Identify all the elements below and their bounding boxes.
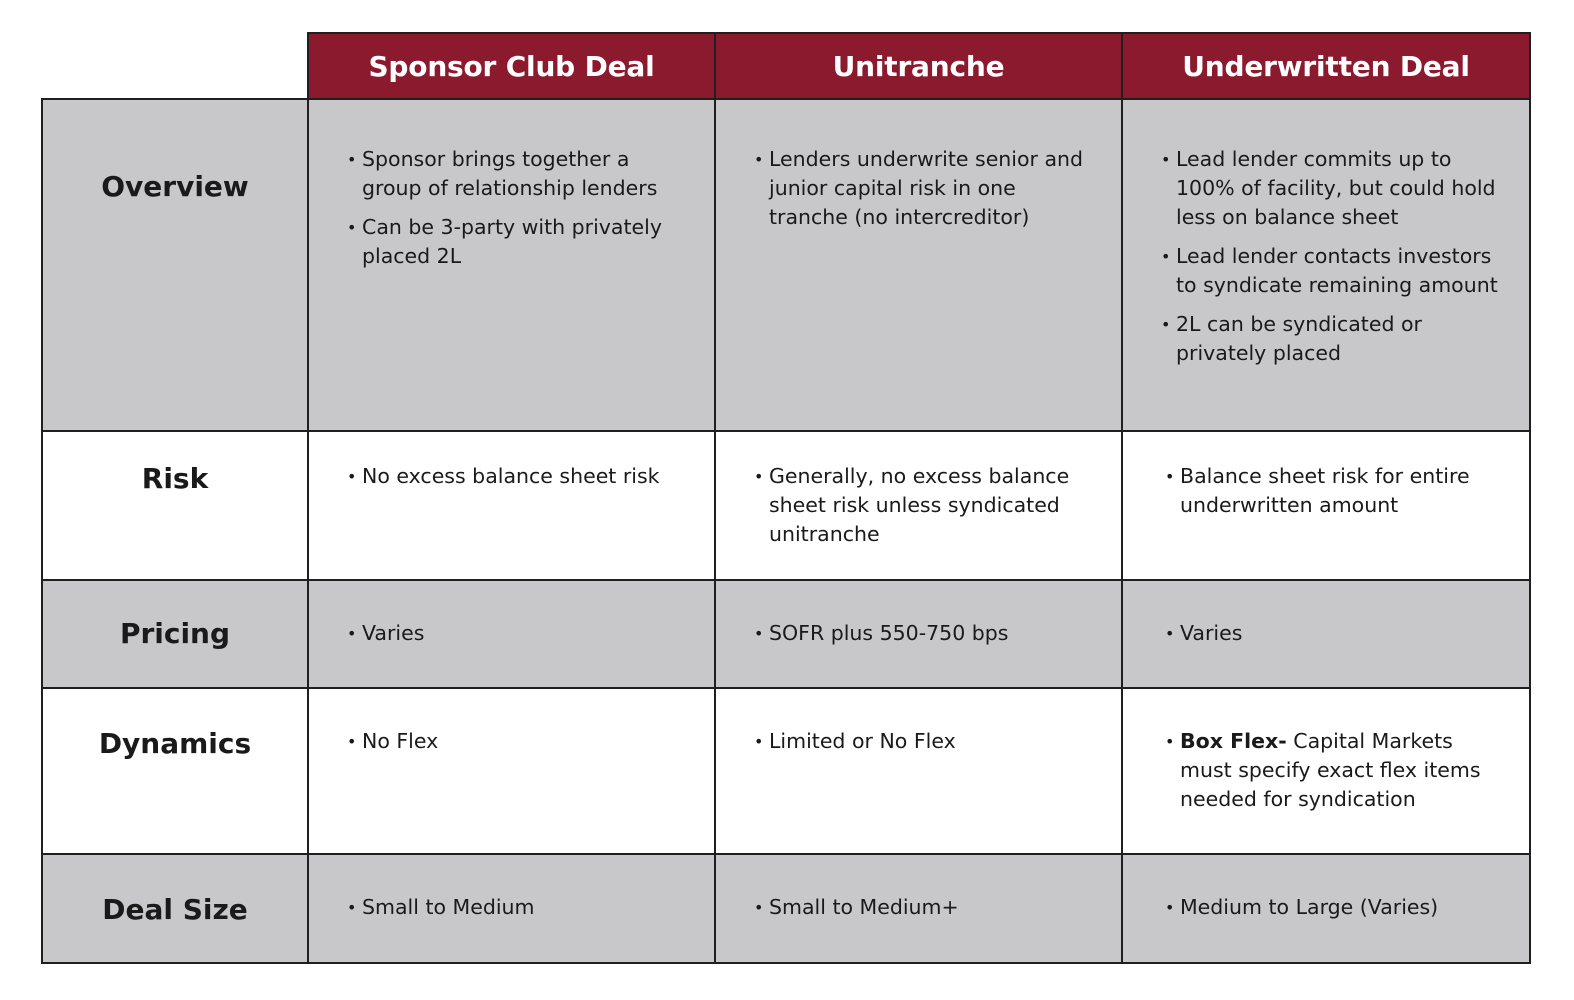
cell-overview-sponsor-club	[308, 99, 715, 431]
list-item: • No excess balance sheet risk	[347, 462, 684, 491]
corner-cell	[42, 33, 308, 99]
cell-deal-size-underwritten	[1122, 854, 1530, 963]
list-item: • Lead lender commits up to 100% of facility, but could hold less on balance sheet	[1161, 145, 1499, 232]
row-header-deal-size: Deal Size	[42, 854, 308, 963]
cell-dynamics-unitranche	[715, 688, 1122, 854]
list-item: • Can be 3-party with privately placed 2L	[347, 213, 684, 271]
list-item: • SOFR plus 550-750 bps	[754, 619, 1091, 648]
row-header-overview: Overview	[42, 99, 308, 431]
column-header-unitranche: Unitranche	[715, 33, 1122, 99]
list-item: • Varies	[347, 619, 684, 648]
cell-dynamics-sponsor-club	[308, 688, 715, 854]
list-item: • Lead lender contacts investors to syndicate remaining amount	[1161, 242, 1499, 300]
list-item: • No Flex	[347, 727, 684, 756]
table-row-deal-size	[42, 854, 1530, 963]
column-header-underwritten-deal: Underwritten Deal	[1122, 33, 1530, 99]
deal-comparison-table-wrapper	[41, 32, 1529, 964]
table-row-dynamics	[42, 688, 1530, 854]
deal-comparison-table	[41, 32, 1531, 964]
list-item: • Varies	[1165, 619, 1499, 648]
table-row-risk	[42, 431, 1530, 580]
cell-risk-underwritten	[1122, 431, 1530, 580]
cell-overview-unitranche	[715, 99, 1122, 431]
list-item: • 2L can be syndicated or privately placed	[1161, 310, 1499, 368]
cell-pricing-sponsor-club	[308, 580, 715, 688]
list-item: • Limited or No Flex	[754, 727, 1091, 756]
row-header-dynamics: Dynamics	[42, 688, 308, 854]
list-item: • Small to Medium+	[754, 893, 1091, 922]
list-item: • Small to Medium	[347, 893, 684, 922]
cell-pricing-unitranche	[715, 580, 1122, 688]
list-item: • Balance sheet risk for entire underwritten amount	[1165, 462, 1499, 520]
column-header-sponsor-club-deal: Sponsor Club Deal	[308, 33, 715, 99]
table-row-overview	[42, 99, 1530, 431]
list-item: • Medium to Large (Varies)	[1165, 893, 1499, 922]
box-flex-label: Box Flex-	[1180, 729, 1287, 753]
list-item: • Sponsor brings together a group of relationship lenders	[347, 145, 684, 203]
row-header-pricing: Pricing	[42, 580, 308, 688]
header-row	[42, 33, 1530, 99]
cell-pricing-underwritten	[1122, 580, 1530, 688]
list-item: • Generally, no excess balance sheet risk unless syndicated unitranche	[754, 462, 1091, 549]
cell-dynamics-underwritten	[1122, 688, 1530, 854]
table-row-pricing	[42, 580, 1530, 688]
cell-deal-size-unitranche	[715, 854, 1122, 963]
cell-risk-sponsor-club	[308, 431, 715, 580]
list-item: • Lenders underwrite senior and junior capital risk in one tranche (no intercreditor)	[754, 145, 1091, 232]
cell-deal-size-sponsor-club	[308, 854, 715, 963]
list-item	[1165, 727, 1499, 814]
row-header-risk: Risk	[42, 431, 308, 580]
cell-overview-underwritten	[1122, 99, 1530, 431]
box-flex-description: Capital Markets must specify exact flex items needed for syndication	[1180, 729, 1481, 811]
cell-risk-unitranche	[715, 431, 1122, 580]
